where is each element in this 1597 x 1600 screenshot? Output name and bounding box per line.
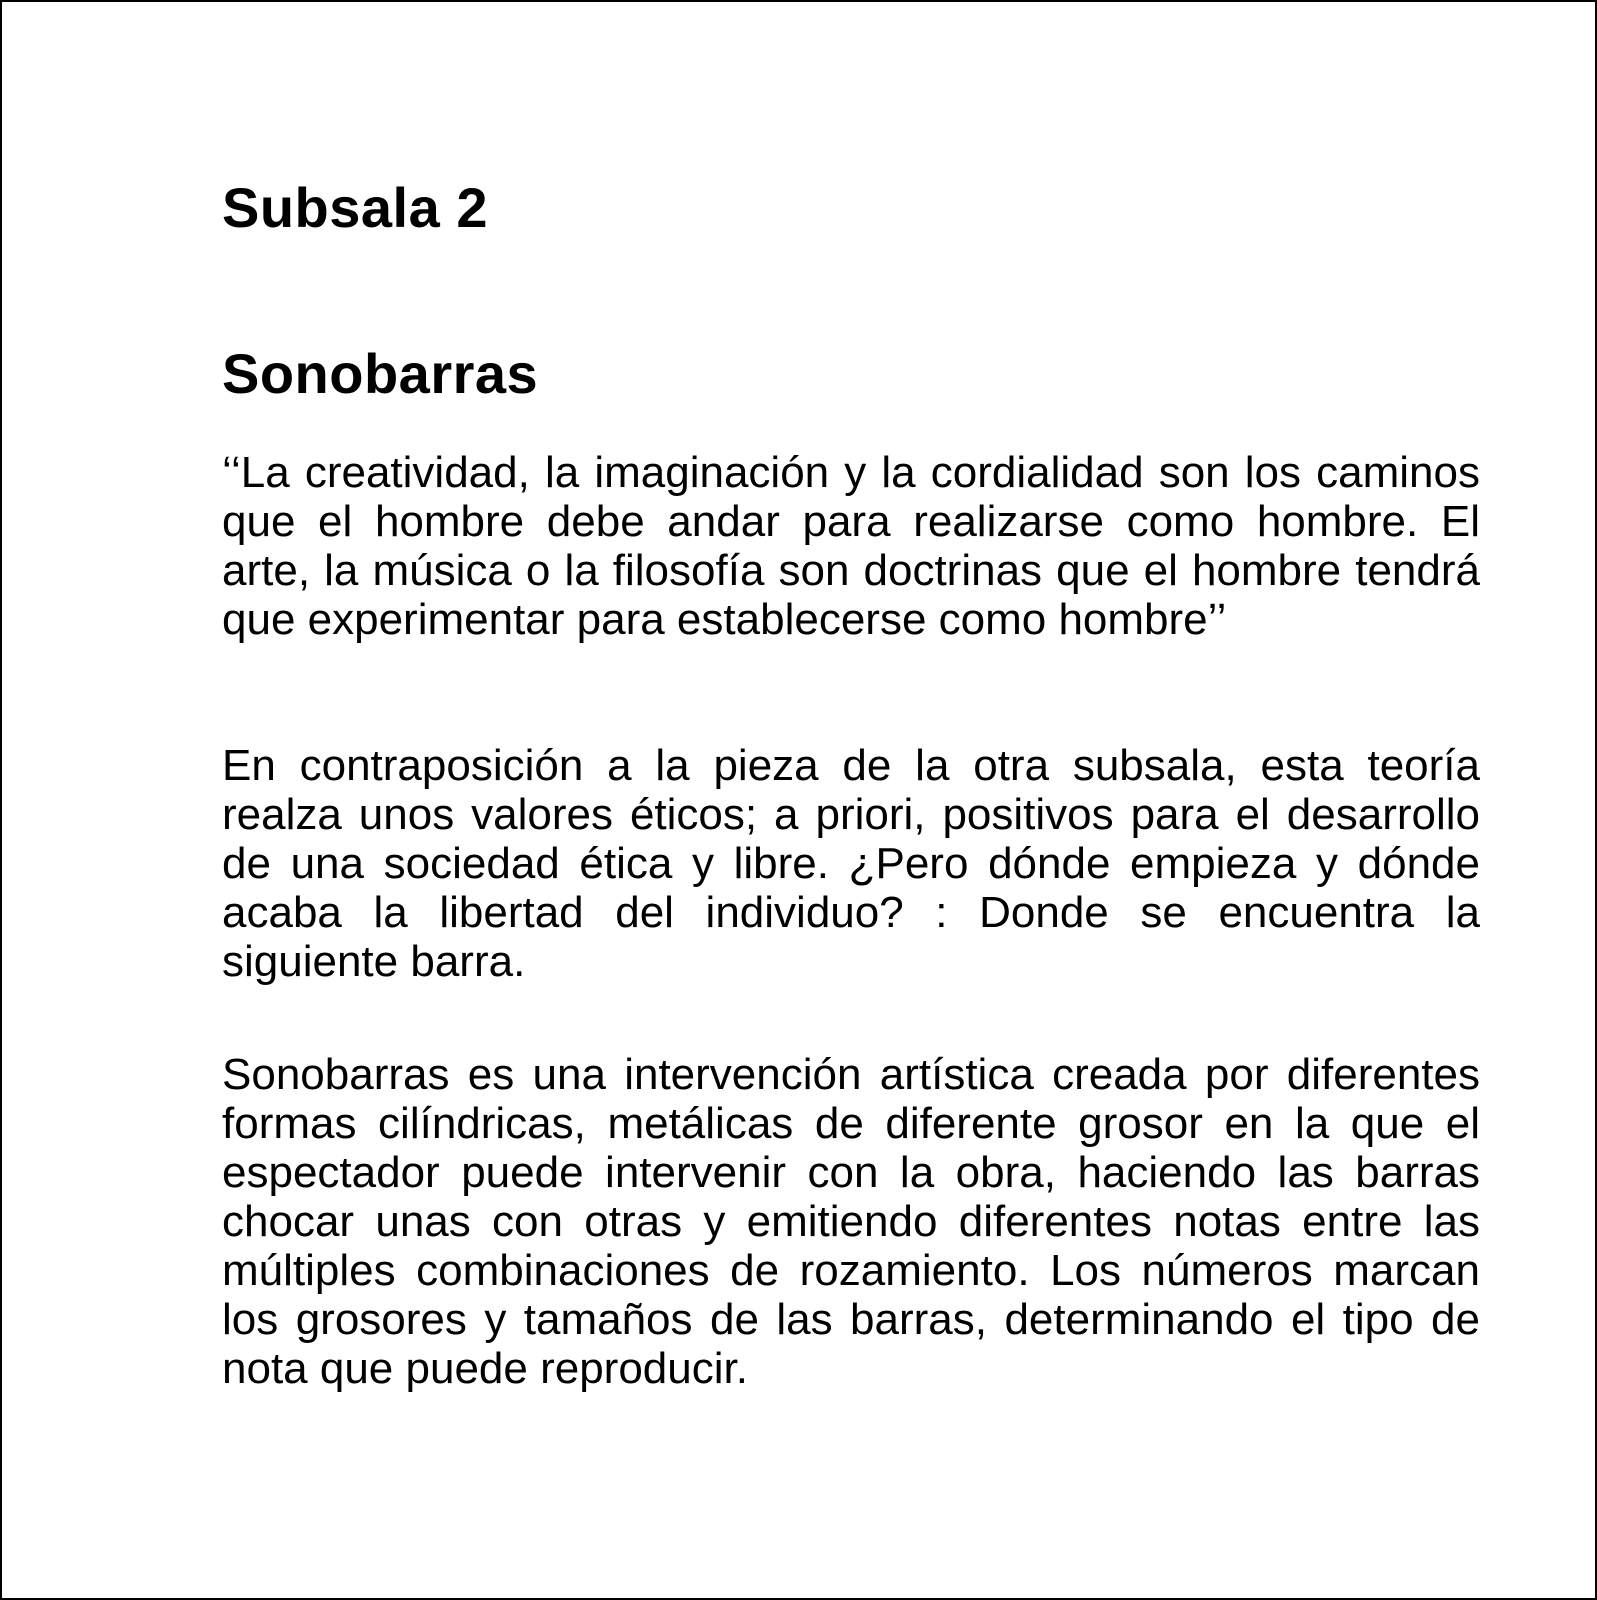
body-paragraph: Sonobarras es una intervención artística creada por diferentes formas cilíndricas, metálicas de diferente grosor en la que el espectador puede intervenir con la obra, haciendo las barras chocar unas con otras y emitiendo diferentes notas entre las múltiples combinaciones de rozamiento. Los números marcan los grosores y tamaños de las barras, determinando el tipo de nota que puede reproducir. [222, 1050, 1480, 1393]
document-body [222, 176, 1480, 1393]
body-paragraph: En contraposición a la pieza de la otra subsala, esta teoría realza unos valores éticos; a priori, positivos para el desarrollo de una sociedad ética y libre. ¿Pero dónde empieza y dónde acaba la libertad del individuo? : Donde se encuentra la siguiente barra. [222, 741, 1480, 986]
quote-paragraph: ‘‘La creatividad, la imaginación y la cordialidad son los caminos que el hombre debe andar para realizarse como hombre. El arte, la música o la filosofía son doctrinas que el hombre tendrá que experimentar para establecerse como hombre’’ [222, 448, 1480, 644]
page-title: Subsala 2 [222, 176, 488, 239]
section-title: Sonobarras [222, 342, 539, 405]
